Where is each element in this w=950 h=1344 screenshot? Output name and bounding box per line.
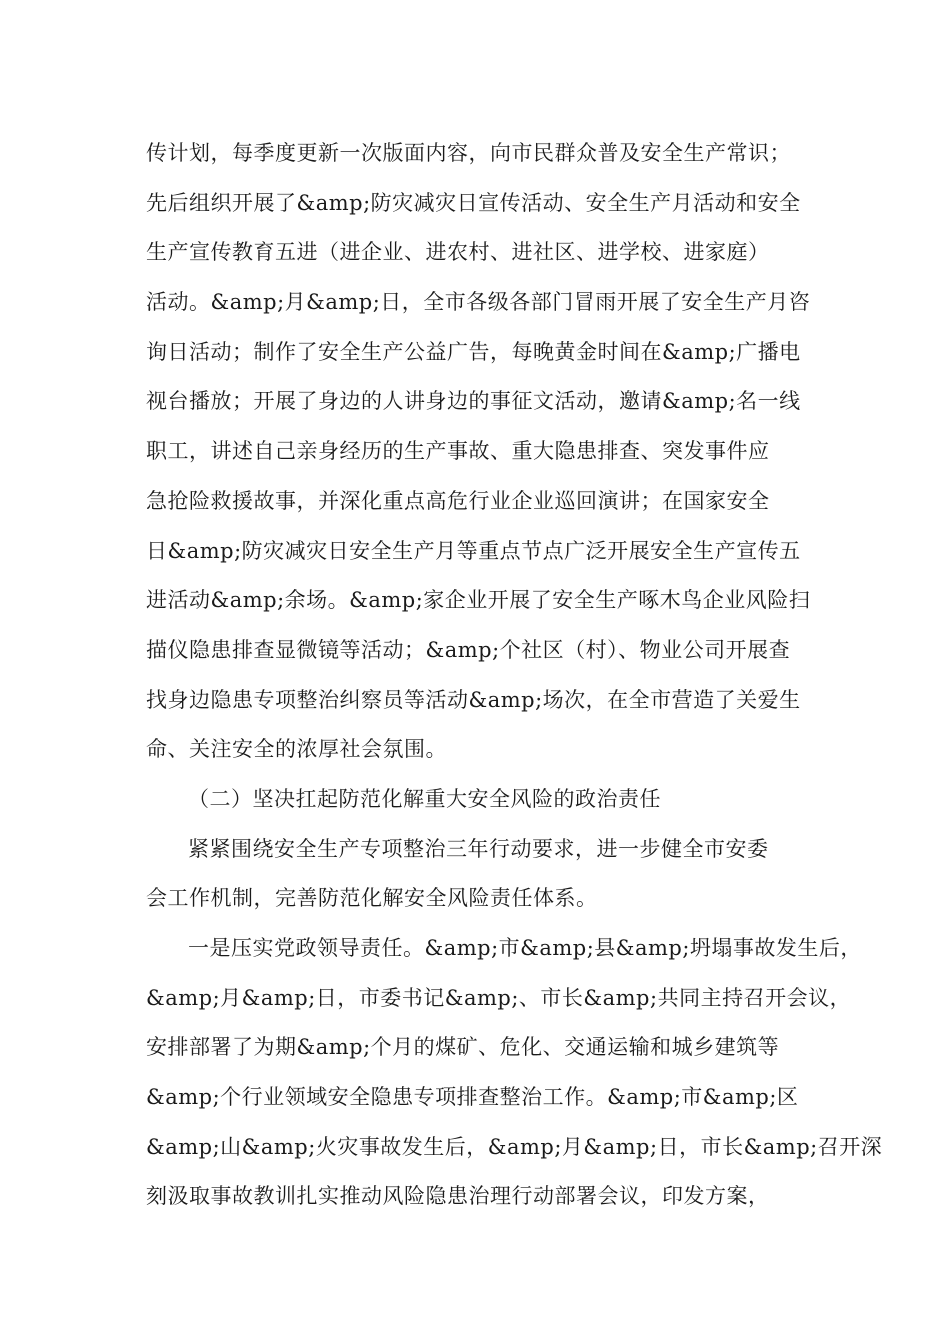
text-line-8: 急抢险救援故事，并深化重点高危行业企业巡回演讲；在国家安全 [146, 488, 770, 513]
text-line-9: 日&amp;防灾减灾日安全生产月等重点节点广泛开展安全生产宣传五 [146, 538, 801, 563]
text-line-12: 找身边隐患专项整治纠察员等活动&amp;场次，在全市营造了关爱生 [146, 687, 801, 712]
text-line-4: 活动。&amp;月&amp;日，全市各级各部门冒雨开展了安全生产月咨 [146, 290, 811, 315]
text-line-19: 安排部署了为期&amp;个月的煤矿、危化、交通运输和城乡建筑等 [146, 1035, 780, 1060]
text-line-20: &amp;个行业领域安全隐患专项排查整治工作。&amp;市&amp;区 [146, 1085, 799, 1110]
text-line-10: 进活动&amp;余场。&amp;家企业开展了安全生产啄木鸟企业风险扫 [146, 588, 811, 613]
text-line-6: 视台播放；开展了身边的人讲身边的事征文活动，邀请&amp;名一线 [146, 389, 801, 414]
text-line-2: 先后组织开展了&amp;防灾减灾日宣传活动、安全生产月活动和安全 [146, 190, 801, 215]
text-line-17: 一是压实党政领导责任。&amp;市&amp;县&amp;坍塌事故发生后， [188, 936, 862, 960]
text-line-21: &amp;山&amp;火灾事故发生后，&amp;月&amp;日，市长&amp;召开深 [146, 1134, 883, 1159]
text-line-15: 紧紧围绕安全生产专项整治三年行动要求，进一步健全市安委 [188, 836, 769, 861]
text-line-7: 职工，讲述自己亲身经历的生产事故、重大隐患排查、突发事件应 [146, 439, 770, 464]
text-line-16: 会工作机制，完善防范化解安全风险责任体系。 [146, 886, 598, 911]
body-text [146, 129, 883, 1222]
text-line-18: &amp;月&amp;日，市委书记&amp;、市长&amp;共同主持召开会议， [146, 985, 852, 1010]
text-line-5: 询日活动；制作了安全生产公益广告，每晚黄金时间在&amp;广播电 [146, 339, 801, 364]
section-heading: （二）坚决扛起防范化解重大安全风险的政治责任 [188, 786, 661, 811]
text-line-3: 生产宣传教育五进（进企业、进农村、进社区、进学校、进家庭） [146, 240, 770, 265]
text-line-13: 命、关注安全的浓厚社会氛围。 [146, 737, 447, 762]
text-line-1: 传计划，每季度更新一次版面内容，向市民群众普及安全生产常识； [146, 141, 791, 165]
text-line-11: 描仪隐患排查显微镜等活动；&amp;个社区（村）、物业公司开展查 [146, 637, 791, 662]
text-line-22: 刻汲取事故教训扎实推动风险隐患治理行动部署会议，印发方案， [146, 1184, 770, 1209]
